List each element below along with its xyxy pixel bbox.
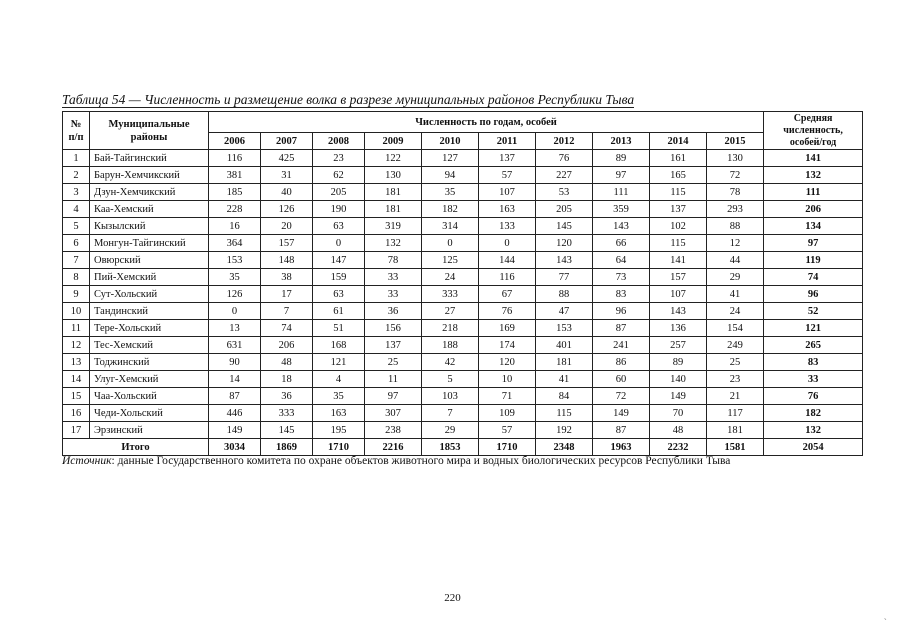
year-value: 126 bbox=[209, 286, 261, 303]
year-value: 143 bbox=[593, 218, 650, 235]
year-value: 35 bbox=[313, 388, 365, 405]
header-years-group: Численность по годам, особей bbox=[209, 112, 764, 133]
year-value: 130 bbox=[365, 167, 422, 184]
year-value: 21 bbox=[707, 388, 764, 405]
year-value: 238 bbox=[365, 422, 422, 439]
row-number: 11 bbox=[63, 320, 90, 337]
year-value: 23 bbox=[707, 371, 764, 388]
year-value: 25 bbox=[365, 354, 422, 371]
year-value: 141 bbox=[650, 252, 707, 269]
year-value: 83 bbox=[593, 286, 650, 303]
average-value: 119 bbox=[764, 252, 863, 269]
table-row bbox=[63, 337, 863, 354]
year-value: 143 bbox=[650, 303, 707, 320]
district-name: Улуг-Хемский bbox=[90, 371, 209, 388]
year-value: 5 bbox=[422, 371, 479, 388]
table-row bbox=[63, 150, 863, 167]
table-row bbox=[63, 269, 863, 286]
year-value: 36 bbox=[365, 303, 422, 320]
year-value: 0 bbox=[209, 303, 261, 320]
year-value: 103 bbox=[422, 388, 479, 405]
district-name: Овюрский bbox=[90, 252, 209, 269]
year-value: 116 bbox=[209, 150, 261, 167]
year-value: 117 bbox=[707, 405, 764, 422]
year-value: 77 bbox=[536, 269, 593, 286]
year-value: 137 bbox=[365, 337, 422, 354]
row-number: 16 bbox=[63, 405, 90, 422]
total-value: 1581 bbox=[707, 439, 764, 456]
row-number: 9 bbox=[63, 286, 90, 303]
year-value: 61 bbox=[313, 303, 365, 320]
year-value: 425 bbox=[261, 150, 313, 167]
year-value: 35 bbox=[422, 184, 479, 201]
row-number: 5 bbox=[63, 218, 90, 235]
year-value: 0 bbox=[422, 235, 479, 252]
total-value: 2216 bbox=[365, 439, 422, 456]
year-value: 71 bbox=[479, 388, 536, 405]
district-name: Тес-Хемский bbox=[90, 337, 209, 354]
year-value: 17 bbox=[261, 286, 313, 303]
year-value: 48 bbox=[650, 422, 707, 439]
row-number: 12 bbox=[63, 337, 90, 354]
year-value: 76 bbox=[536, 150, 593, 167]
year-value: 257 bbox=[650, 337, 707, 354]
year-value: 41 bbox=[707, 286, 764, 303]
year-value: 157 bbox=[261, 235, 313, 252]
year-value: 181 bbox=[365, 184, 422, 201]
row-number: 1 bbox=[63, 150, 90, 167]
year-value: 333 bbox=[422, 286, 479, 303]
year-value: 154 bbox=[707, 320, 764, 337]
header-year: 2013 bbox=[593, 133, 650, 150]
header-year: 2007 bbox=[261, 133, 313, 150]
header-year: 2010 bbox=[422, 133, 479, 150]
year-value: 67 bbox=[479, 286, 536, 303]
year-value: 87 bbox=[209, 388, 261, 405]
year-value: 156 bbox=[365, 320, 422, 337]
row-number: 14 bbox=[63, 371, 90, 388]
year-value: 84 bbox=[536, 388, 593, 405]
year-value: 446 bbox=[209, 405, 261, 422]
year-value: 122 bbox=[365, 150, 422, 167]
table-header bbox=[63, 112, 863, 150]
year-value: 192 bbox=[536, 422, 593, 439]
year-value: 36 bbox=[261, 388, 313, 405]
year-value: 7 bbox=[261, 303, 313, 320]
year-value: 90 bbox=[209, 354, 261, 371]
row-number: 7 bbox=[63, 252, 90, 269]
district-name: Тере-Хольский bbox=[90, 320, 209, 337]
total-value: 2232 bbox=[650, 439, 707, 456]
year-value: 96 bbox=[593, 303, 650, 320]
average-value: 121 bbox=[764, 320, 863, 337]
year-value: 29 bbox=[707, 269, 764, 286]
year-value: 174 bbox=[479, 337, 536, 354]
year-value: 107 bbox=[650, 286, 707, 303]
year-value: 195 bbox=[313, 422, 365, 439]
year-value: 11 bbox=[365, 371, 422, 388]
year-value: 72 bbox=[707, 167, 764, 184]
average-value: 182 bbox=[764, 405, 863, 422]
district-name: Тоджинский bbox=[90, 354, 209, 371]
table-row bbox=[63, 388, 863, 405]
year-value: 89 bbox=[593, 150, 650, 167]
year-value: 115 bbox=[650, 184, 707, 201]
year-value: 60 bbox=[593, 371, 650, 388]
total-value: 1869 bbox=[261, 439, 313, 456]
total-row bbox=[63, 439, 863, 456]
year-value: 149 bbox=[593, 405, 650, 422]
year-value: 63 bbox=[313, 286, 365, 303]
year-value: 7 bbox=[422, 405, 479, 422]
average-value: 52 bbox=[764, 303, 863, 320]
average-value: 33 bbox=[764, 371, 863, 388]
year-value: 147 bbox=[313, 252, 365, 269]
table-row bbox=[63, 201, 863, 218]
year-value: 157 bbox=[650, 269, 707, 286]
table-row bbox=[63, 371, 863, 388]
year-value: 165 bbox=[650, 167, 707, 184]
header-average: Средняя численность, особей/год bbox=[764, 112, 863, 150]
table-row bbox=[63, 235, 863, 252]
year-value: 76 bbox=[479, 303, 536, 320]
year-value: 89 bbox=[650, 354, 707, 371]
district-name: Пий-Хемский bbox=[90, 269, 209, 286]
year-value: 64 bbox=[593, 252, 650, 269]
year-value: 125 bbox=[422, 252, 479, 269]
year-value: 307 bbox=[365, 405, 422, 422]
year-value: 72 bbox=[593, 388, 650, 405]
district-name: Сут-Хольский bbox=[90, 286, 209, 303]
year-value: 159 bbox=[313, 269, 365, 286]
year-value: 127 bbox=[422, 150, 479, 167]
header-year: 2014 bbox=[650, 133, 707, 150]
year-value: 381 bbox=[209, 167, 261, 184]
source-label: Источник bbox=[62, 455, 112, 467]
district-name: Чеди-Хольский bbox=[90, 405, 209, 422]
year-value: 145 bbox=[261, 422, 313, 439]
year-value: 57 bbox=[479, 422, 536, 439]
average-value: 206 bbox=[764, 201, 863, 218]
year-value: 181 bbox=[365, 201, 422, 218]
year-value: 0 bbox=[313, 235, 365, 252]
year-value: 97 bbox=[365, 388, 422, 405]
average-value: 74 bbox=[764, 269, 863, 286]
table-row bbox=[63, 286, 863, 303]
year-value: 38 bbox=[261, 269, 313, 286]
year-value: 10 bbox=[479, 371, 536, 388]
year-value: 88 bbox=[536, 286, 593, 303]
header-year: 2015 bbox=[707, 133, 764, 150]
total-label: Итого bbox=[63, 439, 209, 456]
year-value: 29 bbox=[422, 422, 479, 439]
total-value: 2348 bbox=[536, 439, 593, 456]
year-value: 359 bbox=[593, 201, 650, 218]
year-value: 18 bbox=[261, 371, 313, 388]
year-value: 148 bbox=[261, 252, 313, 269]
year-value: 181 bbox=[536, 354, 593, 371]
year-value: 111 bbox=[593, 184, 650, 201]
district-name: Кызылский bbox=[90, 218, 209, 235]
year-value: 185 bbox=[209, 184, 261, 201]
header-number-line: п/п bbox=[68, 131, 84, 143]
page-number: 220 bbox=[444, 592, 461, 604]
table-row bbox=[63, 354, 863, 371]
year-value: 102 bbox=[650, 218, 707, 235]
year-value: 0 bbox=[479, 235, 536, 252]
total-value: 1710 bbox=[313, 439, 365, 456]
year-value: 116 bbox=[479, 269, 536, 286]
year-value: 333 bbox=[261, 405, 313, 422]
year-value: 24 bbox=[707, 303, 764, 320]
year-value: 20 bbox=[261, 218, 313, 235]
district-name: Эрзинский bbox=[90, 422, 209, 439]
total-value: 1710 bbox=[479, 439, 536, 456]
year-value: 87 bbox=[593, 320, 650, 337]
year-value: 293 bbox=[707, 201, 764, 218]
row-number: 8 bbox=[63, 269, 90, 286]
year-value: 163 bbox=[313, 405, 365, 422]
header-district: Муниципальные районы bbox=[90, 112, 209, 150]
year-value: 140 bbox=[650, 371, 707, 388]
year-value: 53 bbox=[536, 184, 593, 201]
year-value: 94 bbox=[422, 167, 479, 184]
year-value: 120 bbox=[479, 354, 536, 371]
header-year: 2012 bbox=[536, 133, 593, 150]
year-value: 47 bbox=[536, 303, 593, 320]
year-value: 70 bbox=[650, 405, 707, 422]
row-number: 6 bbox=[63, 235, 90, 252]
header-year: 2008 bbox=[313, 133, 365, 150]
year-value: 137 bbox=[479, 150, 536, 167]
year-value: 133 bbox=[479, 218, 536, 235]
year-value: 401 bbox=[536, 337, 593, 354]
header-number bbox=[63, 112, 90, 150]
year-value: 631 bbox=[209, 337, 261, 354]
district-name: Бай-Тайгинский bbox=[90, 150, 209, 167]
year-value: 137 bbox=[650, 201, 707, 218]
year-value: 143 bbox=[536, 252, 593, 269]
header-year: 2006 bbox=[209, 133, 261, 150]
header-year: 2011 bbox=[479, 133, 536, 150]
year-value: 42 bbox=[422, 354, 479, 371]
year-value: 169 bbox=[479, 320, 536, 337]
average-value: 97 bbox=[764, 235, 863, 252]
year-value: 153 bbox=[209, 252, 261, 269]
row-number: 4 bbox=[63, 201, 90, 218]
average-value: 76 bbox=[764, 388, 863, 405]
year-value: 249 bbox=[707, 337, 764, 354]
year-value: 78 bbox=[365, 252, 422, 269]
year-value: 145 bbox=[536, 218, 593, 235]
row-number: 17 bbox=[63, 422, 90, 439]
total-average: 2054 bbox=[764, 439, 863, 456]
row-number: 3 bbox=[63, 184, 90, 201]
average-value: 134 bbox=[764, 218, 863, 235]
year-value: 206 bbox=[261, 337, 313, 354]
year-value: 78 bbox=[707, 184, 764, 201]
year-value: 228 bbox=[209, 201, 261, 218]
year-value: 182 bbox=[422, 201, 479, 218]
year-value: 121 bbox=[313, 354, 365, 371]
district-name: Чаа-Хольский bbox=[90, 388, 209, 405]
year-value: 364 bbox=[209, 235, 261, 252]
year-value: 205 bbox=[313, 184, 365, 201]
row-number: 2 bbox=[63, 167, 90, 184]
table-row bbox=[63, 218, 863, 235]
year-value: 73 bbox=[593, 269, 650, 286]
year-value: 153 bbox=[536, 320, 593, 337]
table-row bbox=[63, 320, 863, 337]
year-value: 126 bbox=[261, 201, 313, 218]
year-value: 74 bbox=[261, 320, 313, 337]
year-value: 33 bbox=[365, 269, 422, 286]
table-row bbox=[63, 405, 863, 422]
year-value: 33 bbox=[365, 286, 422, 303]
year-value: 130 bbox=[707, 150, 764, 167]
average-value: 83 bbox=[764, 354, 863, 371]
year-value: 4 bbox=[313, 371, 365, 388]
year-value: 120 bbox=[536, 235, 593, 252]
year-value: 109 bbox=[479, 405, 536, 422]
district-name: Тандинский bbox=[90, 303, 209, 320]
year-value: 314 bbox=[422, 218, 479, 235]
total-value: 1853 bbox=[422, 439, 479, 456]
average-value: 132 bbox=[764, 167, 863, 184]
district-name: Каа-Хемский bbox=[90, 201, 209, 218]
year-value: 88 bbox=[707, 218, 764, 235]
year-value: 86 bbox=[593, 354, 650, 371]
header-number-line: № bbox=[70, 118, 82, 130]
district-name: Монгун-Тайгинский bbox=[90, 235, 209, 252]
year-value: 115 bbox=[536, 405, 593, 422]
average-value: 96 bbox=[764, 286, 863, 303]
year-value: 227 bbox=[536, 167, 593, 184]
year-value: 188 bbox=[422, 337, 479, 354]
corner-mark: ` bbox=[883, 618, 887, 629]
year-value: 44 bbox=[707, 252, 764, 269]
year-value: 13 bbox=[209, 320, 261, 337]
year-value: 115 bbox=[650, 235, 707, 252]
year-value: 16 bbox=[209, 218, 261, 235]
year-value: 149 bbox=[650, 388, 707, 405]
year-value: 57 bbox=[479, 167, 536, 184]
table-caption: Таблица 54 — Численность и размещение волка в разрезе муниципальных районов Республики Тыва bbox=[62, 92, 635, 107]
wolf-population-table bbox=[62, 111, 863, 456]
year-value: 63 bbox=[313, 218, 365, 235]
table-body bbox=[63, 150, 863, 456]
total-value: 3034 bbox=[209, 439, 261, 456]
year-value: 218 bbox=[422, 320, 479, 337]
year-value: 87 bbox=[593, 422, 650, 439]
table-row bbox=[63, 303, 863, 320]
header-year: 2009 bbox=[365, 133, 422, 150]
average-value: 265 bbox=[764, 337, 863, 354]
year-value: 132 bbox=[365, 235, 422, 252]
year-value: 319 bbox=[365, 218, 422, 235]
table-row bbox=[63, 167, 863, 184]
average-value: 111 bbox=[764, 184, 863, 201]
year-value: 48 bbox=[261, 354, 313, 371]
source-text: : данные Государственного комитета по охране объектов животного мира и водных биологических ресурсов Республики Тыва bbox=[111, 455, 731, 467]
district-name: Барун-Хемчикский bbox=[90, 167, 209, 184]
year-value: 40 bbox=[261, 184, 313, 201]
table-row bbox=[63, 422, 863, 439]
average-value: 141 bbox=[764, 150, 863, 167]
year-value: 136 bbox=[650, 320, 707, 337]
row-number: 10 bbox=[63, 303, 90, 320]
table-row bbox=[63, 252, 863, 269]
year-value: 35 bbox=[209, 269, 261, 286]
year-value: 41 bbox=[536, 371, 593, 388]
row-number: 13 bbox=[63, 354, 90, 371]
year-value: 161 bbox=[650, 150, 707, 167]
table-row bbox=[63, 184, 863, 201]
year-value: 168 bbox=[313, 337, 365, 354]
year-value: 27 bbox=[422, 303, 479, 320]
year-value: 241 bbox=[593, 337, 650, 354]
year-value: 24 bbox=[422, 269, 479, 286]
average-value: 132 bbox=[764, 422, 863, 439]
year-value: 163 bbox=[479, 201, 536, 218]
year-value: 12 bbox=[707, 235, 764, 252]
year-value: 51 bbox=[313, 320, 365, 337]
source-note bbox=[62, 455, 730, 467]
year-value: 23 bbox=[313, 150, 365, 167]
year-value: 181 bbox=[707, 422, 764, 439]
year-value: 25 bbox=[707, 354, 764, 371]
year-value: 31 bbox=[261, 167, 313, 184]
year-value: 190 bbox=[313, 201, 365, 218]
district-name: Дзун-Хемчикский bbox=[90, 184, 209, 201]
total-value: 1963 bbox=[593, 439, 650, 456]
year-value: 97 bbox=[593, 167, 650, 184]
year-value: 205 bbox=[536, 201, 593, 218]
year-value: 149 bbox=[209, 422, 261, 439]
year-value: 107 bbox=[479, 184, 536, 201]
year-value: 66 bbox=[593, 235, 650, 252]
year-value: 62 bbox=[313, 167, 365, 184]
row-number: 15 bbox=[63, 388, 90, 405]
year-value: 14 bbox=[209, 371, 261, 388]
year-value: 144 bbox=[479, 252, 536, 269]
